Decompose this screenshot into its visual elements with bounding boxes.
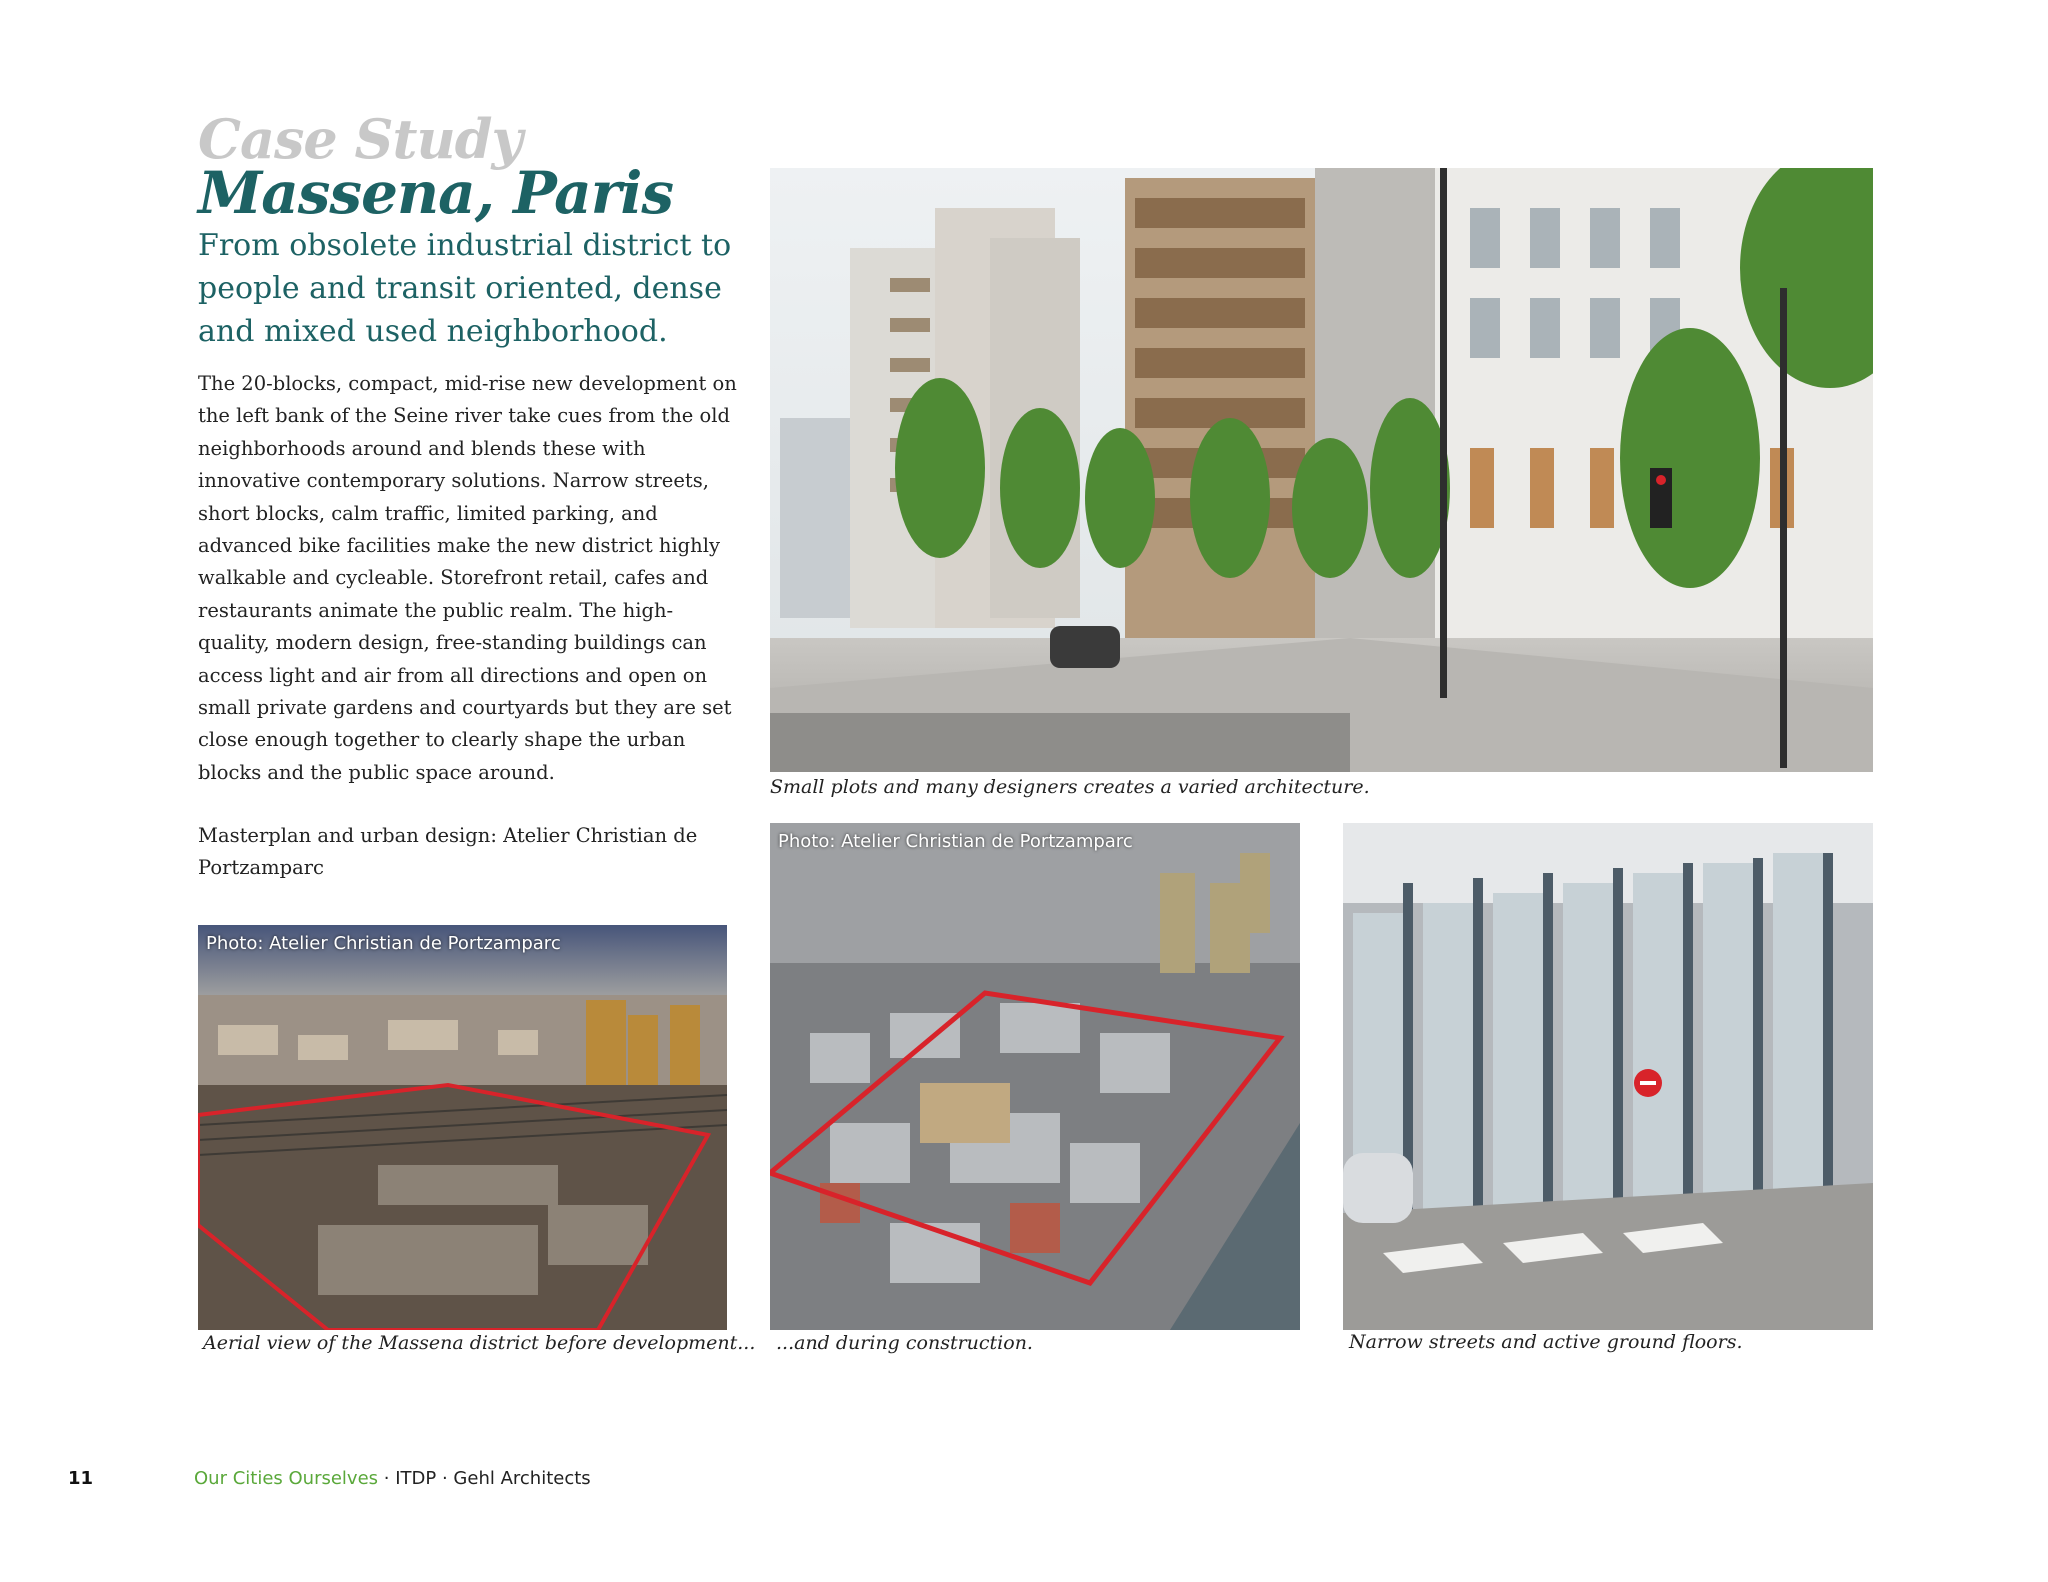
page-title: Massena, Paris bbox=[198, 159, 674, 227]
masterplan-credit: Masterplan and urban design: Atelier Christian de Portzamparc bbox=[198, 824, 698, 880]
street-corner-photo bbox=[1343, 823, 1873, 1330]
footer-org-itdp: ITDP bbox=[395, 1468, 437, 1489]
aerial-during-image bbox=[770, 823, 1300, 1330]
aerial-before-image bbox=[198, 925, 727, 1330]
aerial-before-photo-credit: Photo: Atelier Christian de Portzamparc bbox=[206, 933, 561, 954]
case-study-kicker: Case Study bbox=[198, 107, 522, 171]
footer-publication-line bbox=[194, 1468, 591, 1489]
body-paragraph: The 20-blocks, compact, mid-rise new development on the left bank of the Seine river take cues from the old neighborhoods around and blends these with innovative contemporary solutions. Narrow streets, short blocks, calm traffic, limited parking, and advanced bike facilities make the new district highly walkable and cycleable. Storefront retail, cafes and restaurants animate the public realm. The high-quality, modern design, free-standing buildings can access light and air from all directions and open on small private gardens and courtyards but they are set close enough together to clearly shape the urban blocks and the public space around. bbox=[198, 372, 737, 784]
page-subtitle: From obsolete industrial district to people and transit oriented, dense and mixed used neighborhood. bbox=[198, 228, 732, 349]
aerial-during-photo bbox=[770, 823, 1300, 1330]
street-corner-caption: Narrow streets and active ground floors. bbox=[1349, 1331, 1743, 1353]
aerial-before-photo bbox=[198, 925, 727, 1330]
page-number: 11 bbox=[68, 1468, 94, 1489]
street-photo-main-image bbox=[770, 168, 1873, 772]
footer-separator: · bbox=[436, 1468, 454, 1489]
footer-publication: Our Cities Ourselves bbox=[194, 1468, 379, 1489]
main-photo-caption: Small plots and many designers creates a varied architecture. bbox=[770, 776, 1370, 798]
footer-org-gehl: Gehl Architects bbox=[453, 1468, 591, 1489]
footer-separator: · bbox=[378, 1468, 396, 1489]
aerial-during-photo-credit: Photo: Atelier Christian de Portzamparc bbox=[778, 831, 1133, 852]
aerial-during-caption: ...and during construction. bbox=[776, 1332, 1033, 1354]
street-photo-main bbox=[770, 168, 1873, 772]
street-corner-image bbox=[1343, 823, 1873, 1330]
aerial-before-caption: Aerial view of the Massena district before development... bbox=[203, 1332, 756, 1354]
